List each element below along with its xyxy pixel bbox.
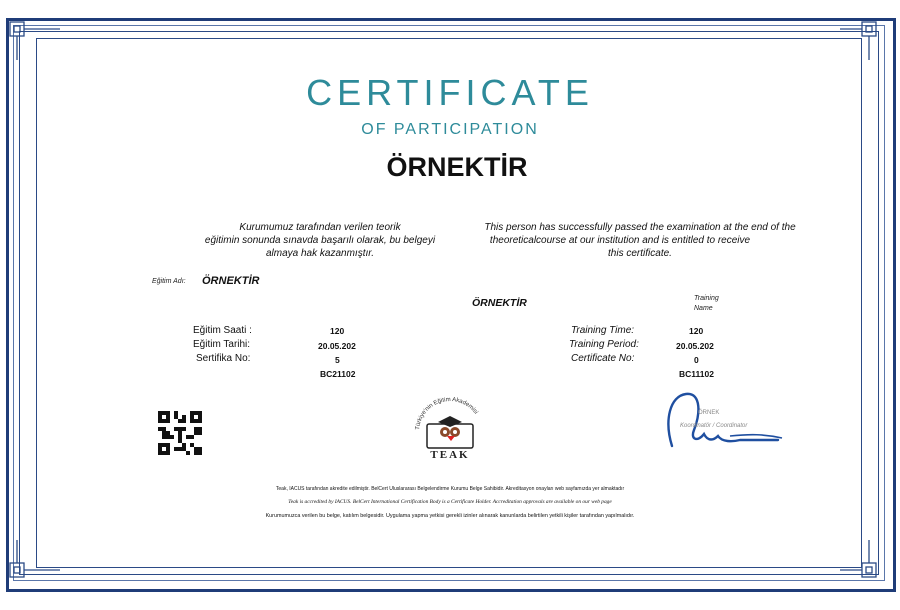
qr-code-icon — [158, 411, 202, 455]
signature-name: ÖRNEK — [698, 410, 720, 416]
course-label-en-2: Name — [694, 305, 713, 312]
signature-icon — [660, 390, 790, 452]
certificate-subtitle: OF PARTICIPATION — [361, 121, 539, 138]
cert-value-tr: 5 — [335, 355, 340, 365]
signature-role: Koordinatör / Coordinator — [680, 423, 748, 429]
hours-label-tr: Eğitim Saati : — [193, 325, 252, 336]
recipient-name: ÖRNEKTİR — [386, 152, 528, 182]
course-label-tr: Eğitim Adı: — [152, 278, 186, 285]
logo-text: TEAK — [430, 449, 470, 461]
date-label-tr: Eğitim Tarihi: — [193, 339, 251, 350]
text-tr-line: eğitimin sonunda sınavda başarılı olarak, bu belgeyi — [204, 235, 436, 246]
period-value-en: 20.05.202 — [676, 341, 714, 351]
text-tr-line: almaya hak kazanmıştır. — [265, 248, 374, 259]
time-value-en: 120 — [689, 326, 704, 336]
text-tr-line: Kurumumuz tarafından verilen teorik — [239, 222, 401, 233]
cert-value-en: 0 — [694, 355, 699, 365]
course-name-tr: ÖRNEKTİR — [202, 275, 260, 287]
teak-logo — [405, 392, 495, 464]
certificate-title: CERTIFICATE — [306, 72, 594, 113]
course-label-en-1: Training — [694, 295, 719, 302]
cert-label-tr: Sertifika No: — [196, 353, 251, 364]
period-label-en: Training Period: — [569, 339, 639, 350]
text-english — [470, 221, 810, 260]
footer-line-1: Teak, IACUS tarafından akredite edilmiştir. BelCert Uluslararası Belgelendirme Kurumu Belge Sahibidir. Akreditasyon onayları web sayfamızda yer almaktadır — [275, 486, 625, 492]
cert-value-tr-2: BC21102 — [320, 369, 356, 379]
text-en-line: This person has successfully passed the examination at the end of the — [484, 222, 796, 233]
time-label-en: Training Time: — [571, 325, 635, 336]
date-value-tr: 20.05.202 — [318, 341, 356, 351]
course-name-en: ÖRNEKTİR — [472, 297, 527, 309]
course-label-en — [694, 294, 719, 314]
text-en-line: this certificate. — [608, 248, 672, 259]
text-turkish — [190, 221, 450, 260]
text-en-line: theoreticalcourse at our institution and is entitled to receive — [489, 235, 751, 246]
hours-value-tr: 120 — [330, 326, 345, 336]
cert-value-en-2: BC11102 — [679, 369, 714, 379]
footer-line-2: Teak is accredited by IACUS. BelCert International Certification Body is a Certificate Holder. Accreditation approvals are available on our web page — [288, 499, 612, 505]
footer-line-3: Kurumumuzca verilen bu belge, katılım belgesidir. Uygulama yapma yetkisi gerekli izinler alınarak kanunlarda belirtilen yetkili kişiler tarafından yapılmalıdır. — [265, 513, 635, 519]
logo-arc-text: Türkiye'nin Eğitim Akademisi — [415, 396, 479, 431]
cert-label-en: Certificate No: — [571, 353, 635, 364]
